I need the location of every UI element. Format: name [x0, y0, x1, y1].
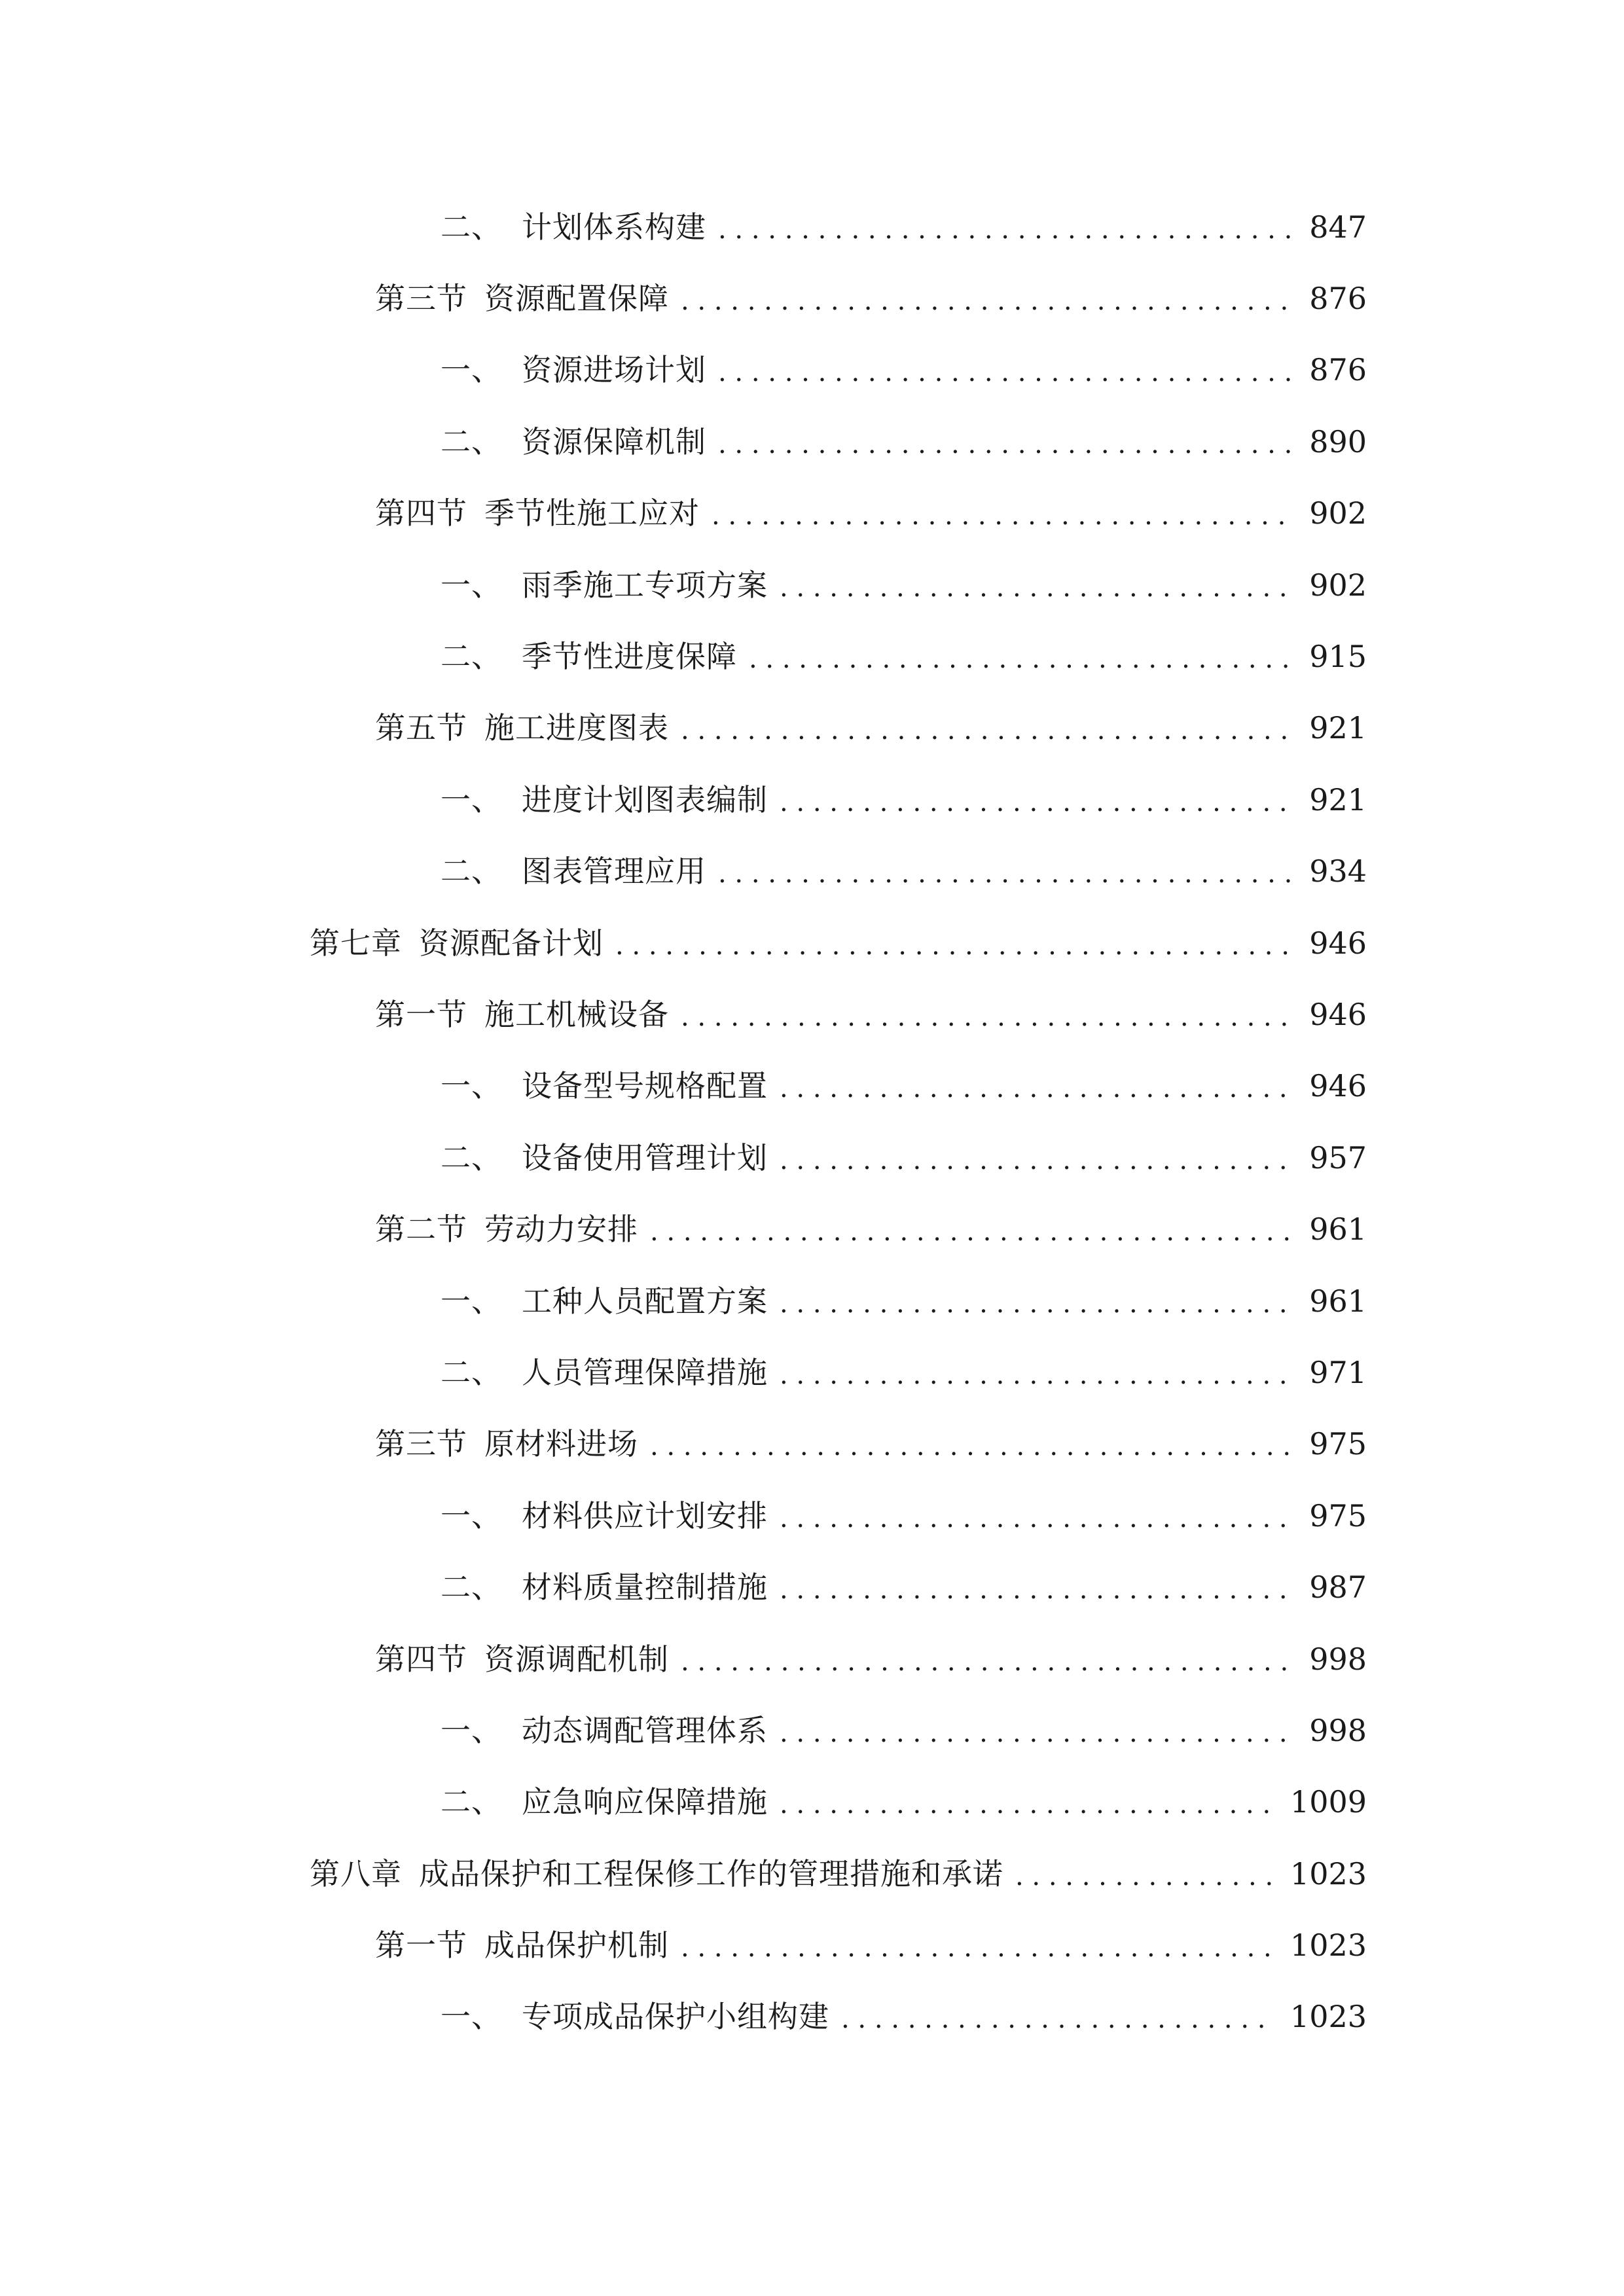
toc-dot-leader	[780, 1577, 1295, 1603]
toc-entry-title	[375, 281, 669, 317]
toc-entry-title	[375, 495, 700, 531]
toc-entry-text: 工种人员配置方案	[522, 1283, 768, 1319]
toc-page-number: 1009	[1290, 1784, 1367, 1820]
toc-entry-item[interactable]	[0, 764, 1624, 835]
toc-entry-title	[441, 1498, 768, 1534]
toc-entry-number: 一、	[441, 781, 502, 817]
toc-page-number: 1023	[1290, 1928, 1367, 1964]
toc-entry-text: 季节性施工应对	[484, 495, 700, 531]
toc-entry-number: 第七章	[310, 925, 402, 961]
toc-entry-title	[441, 1784, 768, 1820]
toc-dot-leader	[650, 1433, 1295, 1460]
toc-page-number: 971	[1309, 1354, 1367, 1390]
toc-dot-leader	[718, 861, 1295, 887]
toc-dot-leader	[749, 646, 1295, 672]
toc-page-number: 998	[1309, 1712, 1367, 1748]
toc-entry-title	[441, 1068, 768, 1104]
toc-entry-item[interactable]	[0, 549, 1624, 620]
toc-dot-leader	[712, 503, 1295, 529]
toc-entry-title	[441, 1354, 768, 1390]
toc-page-number: 890	[1309, 423, 1367, 459]
toc-entry-text: 施工进度图表	[484, 710, 669, 746]
toc-page-number: 946	[1309, 996, 1367, 1032]
toc-page-number: 946	[1309, 1068, 1367, 1104]
toc-dot-leader	[780, 1147, 1295, 1174]
toc-entry-number: 二、	[441, 1139, 502, 1175]
toc-entry-item[interactable]	[0, 1551, 1624, 1623]
toc-entry-text: 雨季施工专项方案	[522, 567, 768, 603]
toc-entry-number: 一、	[441, 567, 502, 603]
toc-entry-text: 资源配备计划	[419, 925, 604, 961]
toc-page-number: 946	[1309, 925, 1367, 961]
toc-page-number: 921	[1309, 710, 1367, 746]
toc-dot-leader	[681, 288, 1295, 314]
toc-entry-title	[375, 1928, 669, 1964]
toc-entry-number: 一、	[441, 1068, 502, 1104]
toc-dot-leader	[681, 1649, 1295, 1675]
toc-entry-title	[375, 1641, 669, 1677]
toc-entry-number: 第三节	[375, 281, 467, 317]
toc-entry-title	[375, 710, 669, 746]
toc-entry-text: 资源保障机制	[522, 423, 706, 459]
toc-entry-title	[441, 1139, 768, 1175]
toc-entry-number: 二、	[441, 1570, 502, 1605]
toc-entry-title	[441, 639, 737, 675]
toc-entry-item[interactable]	[0, 620, 1624, 692]
toc-dot-leader	[780, 789, 1295, 816]
toc-entry-item[interactable]	[0, 836, 1624, 907]
toc-dot-leader	[780, 1720, 1295, 1746]
toc-entry-number: 二、	[441, 423, 502, 459]
toc-dot-leader	[780, 575, 1295, 601]
toc-entry-text: 设备型号规格配置	[522, 1068, 768, 1104]
toc-entry-section[interactable]	[0, 1623, 1624, 1695]
toc-entry-text: 资源进场计划	[522, 352, 706, 388]
toc-page-number: 975	[1309, 1498, 1367, 1534]
toc-dot-leader	[650, 1219, 1295, 1245]
toc-entry-section[interactable]	[0, 978, 1624, 1050]
toc-entry-section[interactable]	[0, 1909, 1624, 1981]
toc-entry-title	[375, 996, 669, 1032]
toc-entry-section[interactable]	[0, 262, 1624, 334]
toc-entry-text: 原材料进场	[484, 1426, 638, 1462]
toc-entry-title	[441, 1712, 768, 1748]
toc-entry-number: 第三节	[375, 1426, 467, 1462]
toc-entry-number: 二、	[441, 1354, 502, 1390]
toc-dot-leader	[780, 1291, 1295, 1317]
toc-entry-number: 二、	[441, 639, 502, 675]
toc-entry-section[interactable]	[0, 478, 1624, 549]
toc-dot-leader	[780, 1505, 1295, 1532]
toc-page-number: 934	[1309, 853, 1367, 889]
toc-entry-section[interactable]	[0, 1408, 1624, 1480]
toc-entry-text: 劳动力安排	[484, 1211, 638, 1247]
toc-entry-item[interactable]	[0, 191, 1624, 262]
toc-entry-chapter[interactable]	[0, 1838, 1624, 1909]
toc-page-number: 961	[1309, 1211, 1367, 1247]
toc-entry-item[interactable]	[0, 1767, 1624, 1838]
toc-page-number: 902	[1309, 495, 1367, 531]
toc-dot-leader	[841, 2006, 1276, 2032]
toc-entry-text: 资源配置保障	[484, 281, 669, 317]
toc-page-number: 998	[1309, 1641, 1367, 1677]
toc-dot-leader	[780, 1791, 1276, 1818]
toc-dot-leader	[1015, 1863, 1276, 1890]
toc-dot-leader	[718, 217, 1295, 243]
toc-entry-item[interactable]	[0, 334, 1624, 406]
toc-entry-text: 应急响应保障措施	[522, 1784, 768, 1820]
toc-page-number: 902	[1309, 567, 1367, 603]
toc-entry-text: 施工机械设备	[484, 996, 669, 1032]
toc-entry-number: 第四节	[375, 1641, 467, 1677]
toc-entry-number: 第一节	[375, 1928, 467, 1964]
toc-entry-chapter[interactable]	[0, 907, 1624, 978]
toc-entry-text: 材料供应计划安排	[522, 1498, 768, 1534]
toc-entry-title	[310, 925, 604, 961]
toc-entry-text: 动态调配管理体系	[522, 1712, 768, 1748]
toc-page-number: 847	[1309, 209, 1367, 245]
toc-dot-leader	[615, 933, 1295, 959]
toc-entry-number: 一、	[441, 1712, 502, 1748]
toc-entry-number: 第一节	[375, 996, 467, 1032]
toc-entry-title	[441, 209, 706, 245]
toc-entry-number: 一、	[441, 1283, 502, 1319]
toc-entry-title	[375, 1426, 638, 1462]
toc-entry-title	[441, 567, 768, 603]
toc-entry-item[interactable]	[0, 1265, 1624, 1336]
toc-entry-number: 第二节	[375, 1211, 467, 1247]
toc-dot-leader	[780, 1362, 1295, 1388]
toc-entry-number: 一、	[441, 1999, 502, 2035]
toc-entry-title	[441, 1283, 768, 1319]
toc-dot-leader	[681, 1004, 1295, 1030]
toc-entry-number: 二、	[441, 1784, 502, 1820]
toc-entry-number: 第五节	[375, 710, 467, 746]
toc-entry-text: 材料质量控制措施	[522, 1570, 768, 1605]
toc-page-number: 876	[1309, 352, 1367, 388]
toc-entry-text: 成品保护和工程保修工作的管理措施和承诺	[419, 1856, 1003, 1892]
toc-entry-section[interactable]	[0, 1193, 1624, 1265]
toc-dot-leader	[681, 1935, 1276, 1961]
toc-entry-item[interactable]	[0, 1050, 1624, 1122]
toc-entry-title	[441, 423, 706, 459]
toc-entry-text: 设备使用管理计划	[522, 1139, 768, 1175]
toc-entry-item[interactable]	[0, 1695, 1624, 1766]
toc-page-number: 1023	[1290, 1999, 1367, 2035]
toc-page-number: 876	[1309, 281, 1367, 317]
toc-entry-item[interactable]	[0, 1336, 1624, 1408]
toc-entry-number: 一、	[441, 352, 502, 388]
toc-page-number: 957	[1309, 1139, 1367, 1175]
toc-page-number: 961	[1309, 1283, 1367, 1319]
toc-page-number: 915	[1309, 639, 1367, 675]
toc-entry-text: 图表管理应用	[522, 853, 706, 889]
toc-entry-number: 第八章	[310, 1856, 402, 1892]
toc-entry-title	[441, 352, 706, 388]
toc-entry-number: 一、	[441, 1498, 502, 1534]
toc-page-number: 1023	[1290, 1856, 1367, 1892]
toc-entry-text: 资源调配机制	[484, 1641, 669, 1677]
toc-entry-item[interactable]	[0, 1981, 1624, 2053]
toc-entry-title	[310, 1856, 1003, 1892]
toc-entry-title	[441, 853, 706, 889]
toc-dot-leader	[718, 431, 1295, 457]
toc-entry-text: 人员管理保障措施	[522, 1354, 768, 1390]
toc-entry-text: 季节性进度保障	[522, 639, 737, 675]
toc-entry-section[interactable]	[0, 692, 1624, 764]
toc-entry-title	[375, 1211, 638, 1247]
toc-page-number: 921	[1309, 781, 1367, 817]
toc-dot-leader	[681, 717, 1295, 744]
toc-entry-number: 第四节	[375, 495, 467, 531]
toc-entry-item[interactable]	[0, 1122, 1624, 1193]
toc-dot-leader	[718, 359, 1295, 386]
toc-page-number: 975	[1309, 1426, 1367, 1462]
toc-entry-text: 进度计划图表编制	[522, 781, 768, 817]
toc-entry-text: 计划体系构建	[522, 209, 706, 245]
toc-entry-number: 二、	[441, 853, 502, 889]
toc-entry-title	[441, 781, 768, 817]
toc-entry-text: 专项成品保护小组构建	[522, 1999, 829, 2035]
toc-entry-item[interactable]	[0, 1480, 1624, 1551]
toc-page-number: 987	[1309, 1570, 1367, 1605]
toc-entry-title	[441, 1999, 829, 2035]
toc-entry-number: 二、	[441, 209, 502, 245]
toc-entry-item[interactable]	[0, 406, 1624, 477]
toc-entry-text: 成品保护机制	[484, 1928, 669, 1964]
table-of-contents	[0, 191, 1624, 2053]
toc-entry-title	[441, 1570, 768, 1605]
toc-dot-leader	[780, 1075, 1295, 1102]
